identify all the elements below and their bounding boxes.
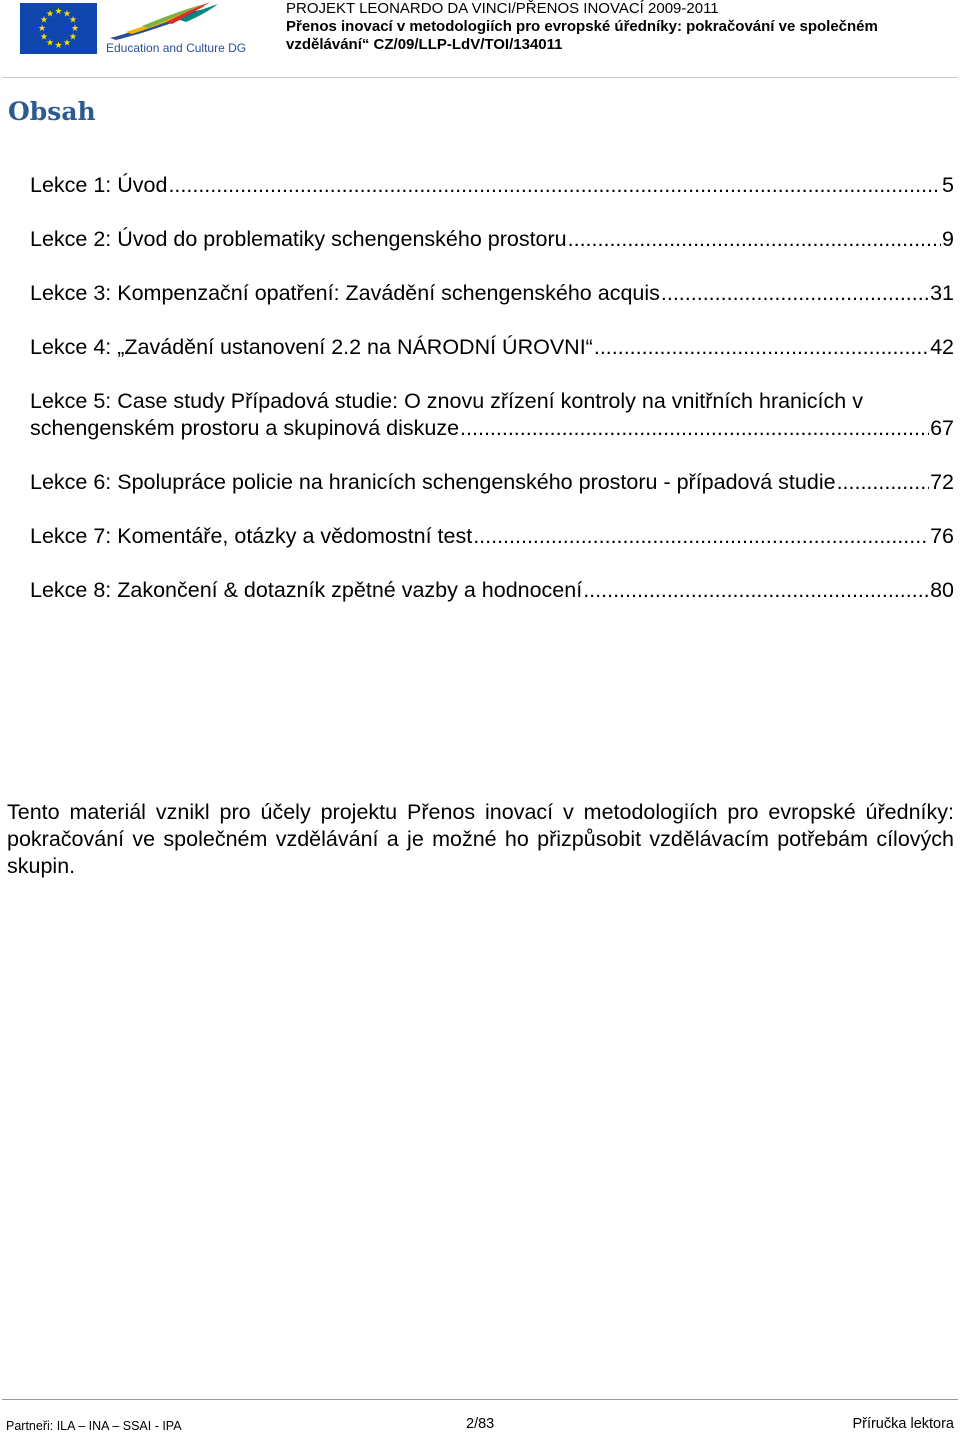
toc-entry-page: 67 — [930, 416, 954, 440]
toc-entry[interactable] — [30, 577, 954, 604]
svg-text:★: ★ — [54, 7, 63, 17]
toc-entry-label-line-1: Lekce 5: Case study Případová studie: O znovu zřízení kontroly na vnitřních hranicích v — [30, 389, 863, 413]
toc-leader — [473, 523, 929, 550]
toc-entry-label: Lekce 7: Komentáře, otázky a vědomostní test — [30, 524, 473, 548]
toc-leader — [594, 334, 929, 361]
svg-text:★: ★ — [54, 41, 63, 51]
toc-entry[interactable] — [30, 388, 954, 442]
toc-entry-page: 42 — [930, 335, 954, 359]
page-footer — [6, 1416, 954, 1434]
toc-entry-label: Lekce 4: „Zavádění ustanovení 2.2 na NÁRODNÍ ÚROVNI“ — [30, 335, 593, 359]
toc-entry-label: Lekce 3: Kompenzační opatření: Zavádění schengenského acquis — [30, 281, 660, 305]
toc-entry[interactable] — [30, 469, 954, 496]
page-number: 2/83 — [466, 1416, 495, 1432]
footer-doc-name: Příručka lektora — [852, 1416, 954, 1432]
toc-leader — [460, 415, 929, 442]
toc-entry[interactable] — [30, 523, 954, 550]
toc-leader — [568, 226, 941, 253]
toc-entry-label: Lekce 2: Úvod do problematiky schengenského prostoru — [30, 227, 567, 251]
svg-text:★: ★ — [62, 38, 72, 49]
toc-entry-page: 72 — [930, 470, 954, 494]
svg-text:★: ★ — [39, 15, 49, 26]
toc-entry[interactable] — [30, 334, 954, 361]
toc-entry-label: Lekce 1: Úvod — [30, 173, 168, 197]
toc-title: Obsah — [8, 97, 96, 126]
toc-entry-page: 80 — [930, 578, 954, 602]
toc-leader — [168, 172, 941, 199]
education-culture-logo — [106, 2, 247, 58]
table-of-contents — [30, 172, 954, 604]
svg-text:★: ★ — [37, 24, 47, 34]
toc-entry-label: schengenském prostoru a skupinová diskuze — [30, 416, 460, 440]
usage-note: Tento materiál vznikl pro účely projektu Přenos inovací v metodologiích pro evropské úředníky: pokračování ve společném vzdělávání a je možné ho přizpůsobit vzdělávacím potřebám cílových skupin. — [7, 800, 954, 878]
toc-leader — [583, 577, 929, 604]
svg-text:★: ★ — [45, 38, 55, 49]
project-title-line-2: Přenos inovací v metodologiích pro evropské úředníky: pokračování ve společném — [286, 18, 878, 35]
toc-entry-page: 9 — [942, 227, 954, 251]
swoosh-icon — [106, 2, 238, 42]
svg-text:★: ★ — [39, 32, 49, 43]
toc-entry-label: Lekce 6: Spolupráce policie na hranicích schengenského prostoru - případová studie — [30, 470, 836, 494]
toc-entry-page: 31 — [930, 281, 954, 305]
project-title-line-1: PROJEKT LEONARDO DA VINCI/PŘENOS INOVACÍ 2009-2011 — [286, 0, 719, 17]
svg-text:★: ★ — [70, 24, 80, 34]
footer-divider — [2, 1399, 958, 1400]
svg-text:★: ★ — [68, 32, 78, 43]
ec-logo-text: Education and Culture DG — [106, 41, 247, 55]
footer-partners: Partneři: ILA – INA – SSAI - IPA — [6, 1419, 182, 1433]
toc-entry[interactable] — [30, 172, 954, 199]
toc-entry-page: 76 — [930, 524, 954, 548]
eu-flag-icon — [20, 3, 97, 54]
toc-entry[interactable] — [30, 226, 954, 253]
toc-entry[interactable] — [30, 280, 954, 307]
page-header — [0, 0, 960, 78]
svg-text:★: ★ — [45, 9, 55, 20]
svg-text:★: ★ — [62, 9, 72, 20]
header-divider — [2, 77, 958, 78]
svg-text:★: ★ — [68, 15, 78, 26]
toc-leader — [837, 469, 930, 496]
project-title-line-3: vzdělávání“ CZ/09/LLP-LdV/TOI/134011 — [286, 36, 563, 53]
toc-leader — [661, 280, 929, 307]
toc-entry-page: 5 — [942, 173, 954, 197]
toc-entry-label: Lekce 8: Zakončení & dotazník zpětné vazby a hodnocení — [30, 578, 583, 602]
